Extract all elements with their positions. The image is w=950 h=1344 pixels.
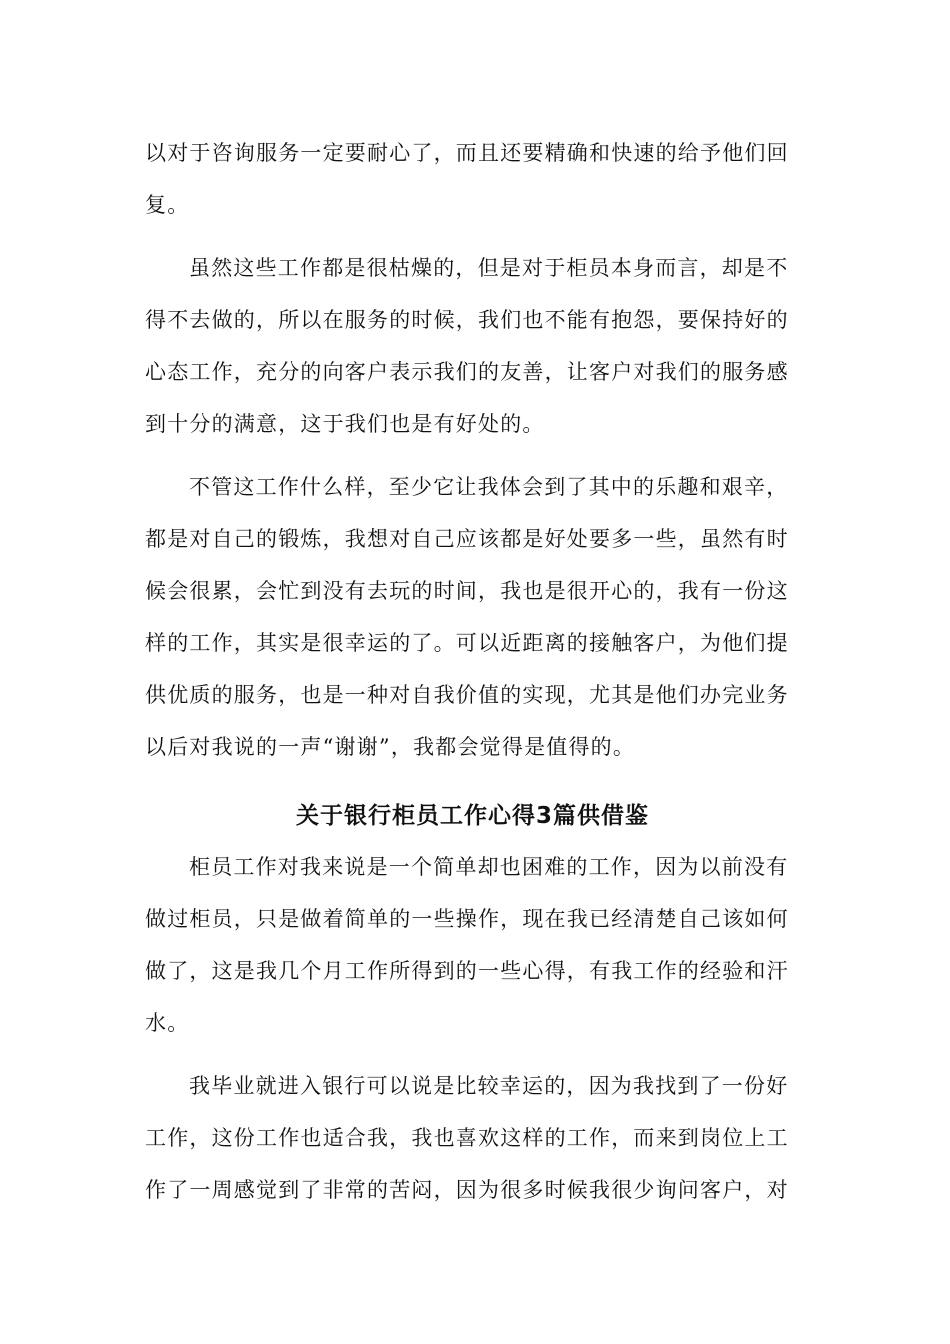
paragraph-line: 工作，这份工作也适合我，我也喜欢这样的工作，而来到岗位上工 bbox=[145, 1126, 789, 1150]
paragraph-line: 到十分的满意，这于我们也是有好处的。 bbox=[145, 412, 545, 436]
paragraph-1 bbox=[145, 127, 800, 231]
paragraph-line: 虽然这些工作都是很枯燥的，但是对于柜员本身而言，却是不 bbox=[189, 256, 789, 280]
paragraph-2 bbox=[145, 242, 800, 450]
paragraph-line: 作了一周感觉到了非常的苦闷，因为很多时候我很少询问客户，对 bbox=[145, 1178, 789, 1202]
paragraph-line: 供优质的服务，也是一种对自我价值的实现，尤其是他们办完业务 bbox=[145, 683, 789, 707]
paragraph-line: 以后对我说的一声“谢谢”，我都会觉得是值得的。 bbox=[145, 735, 636, 759]
section-heading: 关于银行柜员工作心得3篇供借鉴 bbox=[295, 803, 649, 829]
paragraph-line: 得不去做的，所以在服务的时候，我们也不能有抱怨，要保持好的 bbox=[145, 308, 789, 332]
paragraph-line: 心态工作，充分的向客户表示我们的友善，让客户对我们的服务感 bbox=[145, 360, 789, 384]
paragraph-line: 柜员工作对我来说是一个简单却也困难的工作，因为以前没有 bbox=[189, 855, 789, 879]
paragraph-line: 复。 bbox=[145, 193, 190, 217]
paragraph-line: 以对于咨询服务一定要耐心了，而且还要精确和快速的给予他们回 bbox=[145, 141, 789, 165]
paragraph-line: 候会很累，会忙到没有去玩的时间，我也是很开心的，我有一份这 bbox=[145, 579, 789, 603]
paragraph-line: 水。 bbox=[145, 1011, 190, 1035]
paragraph-5 bbox=[145, 1060, 800, 1216]
paragraph-line: 都是对自己的锻炼，我想对自己应该都是好处要多一些，虽然有时 bbox=[145, 527, 789, 551]
document-body bbox=[145, 127, 800, 1227]
paragraph-3 bbox=[145, 461, 800, 773]
paragraph-line: 我毕业就进入银行可以说是比较幸运的，因为我找到了一份好 bbox=[189, 1074, 789, 1098]
paragraph-line: 不管这工作什么样，至少它让我体会到了其中的乐趣和艰辛， bbox=[189, 475, 789, 499]
paragraph-4 bbox=[145, 841, 800, 1049]
paragraph-line: 样的工作，其实是很幸运的了。可以近距离的接触客户，为他们提 bbox=[145, 631, 789, 655]
paragraph-line: 做过柜员，只是做着简单的一些操作，现在我已经清楚自己该如何 bbox=[145, 907, 789, 931]
paragraph-line: 做了，这是我几个月工作所得到的一些心得，有我工作的经验和汗 bbox=[145, 959, 789, 983]
